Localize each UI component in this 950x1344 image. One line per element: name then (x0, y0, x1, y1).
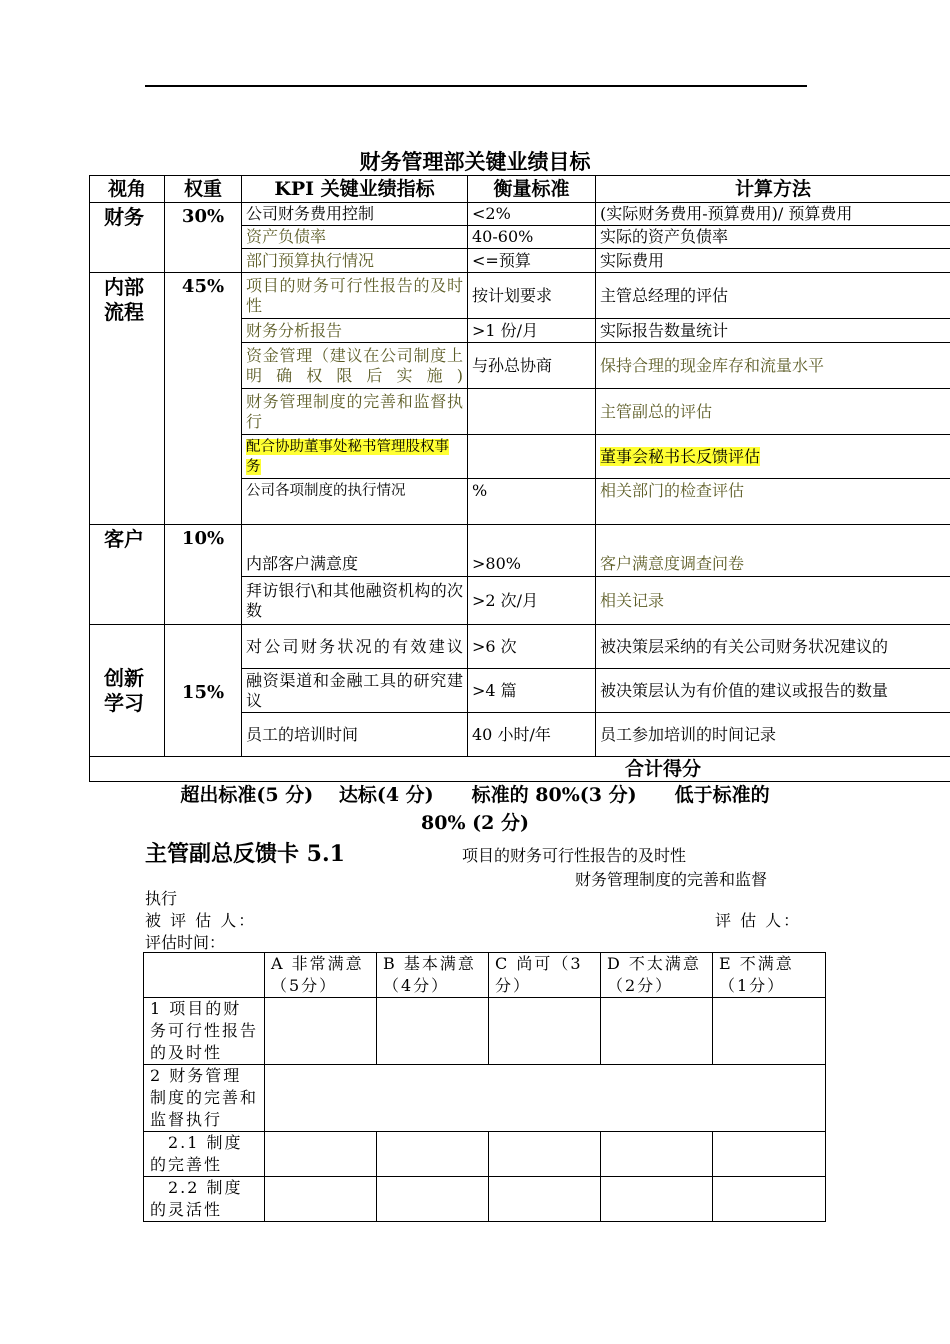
header-method: 计算方法 (596, 176, 950, 203)
method-cell: 保持合理的现金库存和流量水平 (596, 343, 950, 389)
method-cell: 相关部门的检查评估 (596, 479, 950, 525)
rating-cell (601, 998, 713, 1065)
kpi-cell: 融资渠道和金融工具的研究建议 (242, 669, 468, 713)
row-header-2-1: 2.1 制度的完善性 (144, 1132, 265, 1177)
total-row (90, 757, 950, 782)
weight-process: 45% (165, 273, 242, 525)
highlighted-kpi: 配合协助董事处秘书管理股权事务 (246, 438, 449, 475)
feedback-card-subtitle-2: 财务管理制度的完善和监督 (575, 870, 768, 889)
method-cell: 主管总经理的评估 (596, 273, 950, 319)
kpi-cell: 对公司财务状况的有效建议 (242, 625, 468, 669)
evaluatee-label: 被 评 估 人： (145, 911, 257, 930)
standard-cell: >80% (468, 525, 596, 577)
table-row (90, 525, 950, 577)
kpi-table (89, 175, 950, 782)
method-cell (596, 435, 950, 479)
kpi-cell: 拜访银行\和其他融资机构的次数 (242, 577, 468, 625)
rating-cell (601, 1132, 713, 1177)
feedback-table (143, 952, 826, 1222)
column-header-c: C 尚可（3分） (489, 953, 601, 998)
rating-cell (601, 1177, 713, 1222)
method-cell: 实际费用 (596, 249, 950, 273)
total-label: 合计得分 (90, 757, 950, 782)
standard-cell (468, 389, 596, 435)
rating-cell (489, 998, 601, 1065)
standard-cell: 与孙总协商 (468, 343, 596, 389)
rating-cell (377, 1132, 489, 1177)
perspective-customer: 客户 (90, 525, 165, 625)
table-row (90, 625, 950, 669)
kpi-cell: 财务分析报告 (242, 319, 468, 343)
corner-cell (144, 953, 265, 998)
scoring-scale (0, 781, 950, 837)
standard-cell: >4 篇 (468, 669, 596, 713)
header-weight: 权重 (165, 176, 242, 203)
rating-cell (489, 1177, 601, 1222)
method-cell: 相关记录 (596, 577, 950, 625)
date-label: 评估时间： (145, 933, 226, 952)
standard-cell: <=预算 (468, 249, 596, 273)
kpi-cell (242, 435, 468, 479)
method-cell: 主管副总的评估 (596, 389, 950, 435)
page-title: 财务管理部关键业绩目标 (359, 149, 591, 174)
row-header-1: 1 项目的财务可行性报告的及时性 (144, 998, 265, 1065)
method-cell: 被决策层采纳的有关公司财务状况建议的 (596, 625, 950, 669)
column-header-e: E 不满意（1分） (713, 953, 826, 998)
scoring-line-1: 超出标准(5 分) 达标(4 分) 标准的 80%(3 分) 低于标准的 (180, 784, 770, 806)
row-header-2-2: 2.2 制度的灵活性 (144, 1177, 265, 1222)
highlighted-method: 董事会秘书长反馈评估 (600, 446, 761, 466)
table-row (144, 1132, 826, 1177)
method-cell: (实际财务费用-预算费用)/ 预算费用 (596, 203, 950, 226)
standard-cell: >6 次 (468, 625, 596, 669)
merged-cell (265, 1065, 826, 1132)
standard-cell (468, 435, 596, 479)
header-perspective: 视角 (90, 176, 165, 203)
standard-cell: <2% (468, 203, 596, 226)
table-row (144, 998, 826, 1065)
rating-cell (713, 1132, 826, 1177)
standard-cell: >2 次/月 (468, 577, 596, 625)
kpi-cell: 内部客户满意度 (242, 525, 468, 577)
evaluator-label: 评 估 人： (715, 911, 802, 930)
feedback-header-row (144, 953, 826, 998)
row-header-2: 2 财务管理制度的完善和监督执行 (144, 1065, 265, 1132)
rating-cell (489, 1132, 601, 1177)
perspective-process: 内部流程 (90, 273, 165, 525)
feedback-card-subtitle-3: 执行 (145, 889, 178, 908)
standard-cell: % (468, 479, 596, 525)
kpi-cell: 员工的培训时间 (242, 713, 468, 757)
header-standard: 衡量标准 (468, 176, 596, 203)
rating-cell (265, 1177, 377, 1222)
kpi-cell: 资产负债率 (242, 226, 468, 249)
method-cell: 被决策层认为有价值的建议或报告的数量 (596, 669, 950, 713)
standard-cell: 按计划要求 (468, 273, 596, 319)
table-row (90, 203, 950, 226)
perspective-finance: 财务 (90, 203, 165, 273)
standard-cell: 40-60% (468, 226, 596, 249)
rating-cell (713, 1177, 826, 1222)
rating-cell (377, 1177, 489, 1222)
table-row (90, 273, 950, 319)
kpi-header-row (90, 176, 950, 203)
kpi-cell: 部门预算执行情况 (242, 249, 468, 273)
column-header-b: B 基本满意（4分） (377, 953, 489, 998)
method-cell: 员工参加培训的时间记录 (596, 713, 950, 757)
feedback-card-title: 主管副总反馈卡 5.1 (145, 841, 345, 867)
standard-cell: >1 份/月 (468, 319, 596, 343)
kpi-cell: 公司各项制度的执行情况 (242, 479, 468, 525)
kpi-cell: 项目的财务可行性报告的及时性 (242, 273, 468, 319)
method-cell: 客户满意度调查问卷 (596, 525, 950, 577)
top-rule (145, 85, 807, 87)
method-cell: 实际的资产负债率 (596, 226, 950, 249)
weight-finance: 30% (165, 203, 242, 273)
column-header-d: D 不太满意（2分） (601, 953, 713, 998)
scoring-line-2: 80% (2 分) (421, 812, 529, 834)
weight-customer: 10% (165, 525, 242, 625)
kpi-cell: 财务管理制度的完善和监督执行 (242, 389, 468, 435)
rating-cell (265, 998, 377, 1065)
rating-cell (377, 998, 489, 1065)
standard-cell: 40 小时/年 (468, 713, 596, 757)
table-row (144, 1177, 826, 1222)
kpi-cell: 公司财务费用控制 (242, 203, 468, 226)
method-cell: 实际报告数量统计 (596, 319, 950, 343)
header-kpi: KPI 关键业绩指标 (242, 176, 468, 203)
rating-cell (713, 998, 826, 1065)
column-header-a: A 非常满意（5分） (265, 953, 377, 998)
weight-innovation: 15% (165, 625, 242, 757)
perspective-innovation: 创新学习 (90, 625, 165, 757)
table-row (144, 1065, 826, 1132)
rating-cell (265, 1132, 377, 1177)
feedback-card-subtitle-1: 项目的财务可行性报告的及时性 (462, 846, 687, 865)
kpi-cell: 资金管理（建议在公司制度上明确权限后实施) (242, 343, 468, 389)
